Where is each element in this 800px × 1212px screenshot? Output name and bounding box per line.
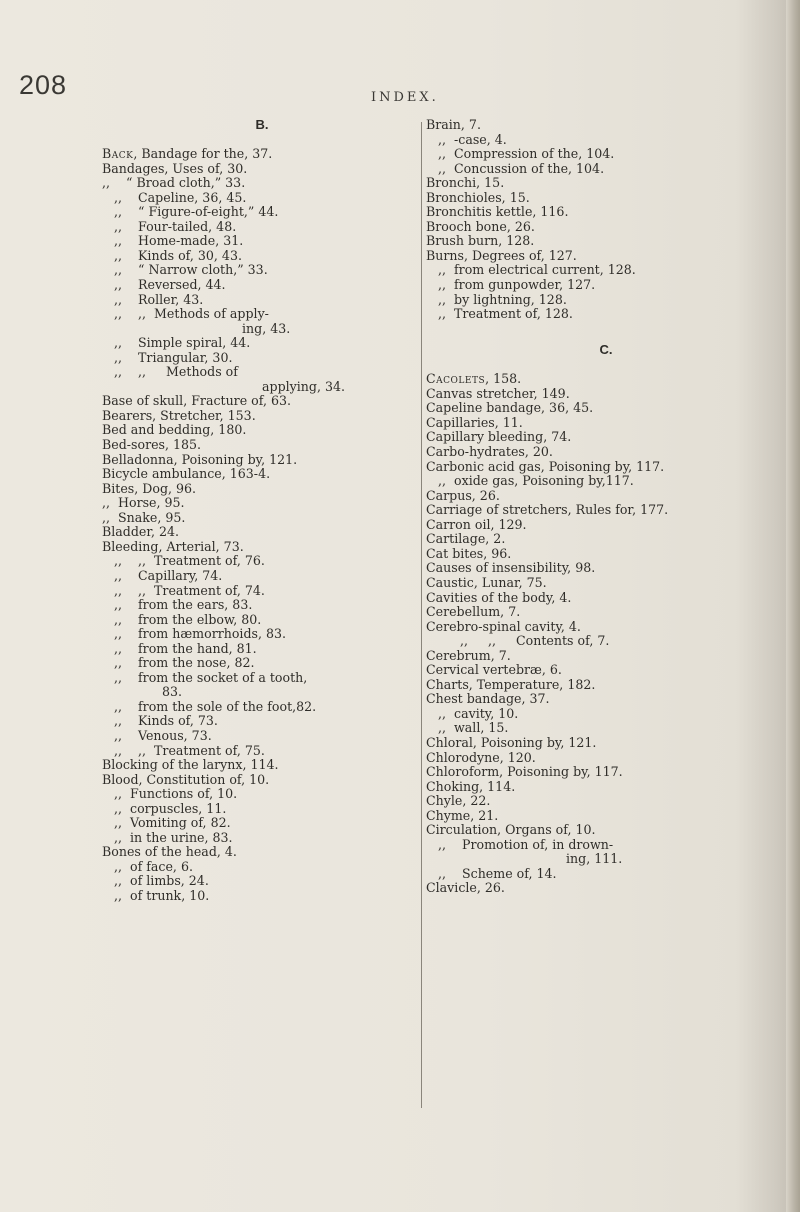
index-entry: ,, ,, Methods of: [114, 364, 238, 380]
index-entry: [102, 147, 422, 162]
index-entry: Belladonna, Poisoning by, 121.: [102, 451, 298, 467]
index-entry: applying, 34.: [262, 378, 346, 394]
index-entry: Bandages, Uses of, 30.: [102, 160, 248, 176]
index-entry: ,, “ Broad cloth,” 33.: [102, 175, 246, 191]
index-entry: Carriage of stretchers, Rules for, 177.: [426, 502, 669, 518]
index-entry: ,, from hæmorrhoids, 83.: [114, 626, 287, 642]
index-entry: ,, from the nose, 82.: [114, 655, 255, 671]
index-entry: Carron oil, 129.: [426, 516, 527, 532]
index-entry: ,, “ Figure-of-eight,” 44.: [114, 204, 279, 220]
index-entry: ,, from the elbow, 80.: [114, 611, 262, 627]
index-entry: Bleeding, Arterial, 73.: [102, 538, 244, 554]
index-entry: ,, from the sole of the foot,82.: [114, 698, 317, 714]
index-entry: Carpus, 26.: [426, 487, 500, 503]
index-entry: Cerebellum, 7.: [426, 604, 521, 620]
index-entry: Capillary bleeding, 74.: [426, 429, 572, 445]
index-entry: ,, Functions of, 10.: [114, 786, 238, 802]
running-head: INDEX.: [371, 90, 439, 105]
index-entry: ,, Promotion of, in drown-: [438, 836, 614, 852]
index-entry: ,, cavity, 10.: [438, 705, 519, 721]
index-entry: ,, ,, Treatment of, 76.: [114, 553, 265, 569]
index-entry: ,, Snake, 95.: [102, 509, 186, 525]
index-entry: ,, Reversed, 44.: [114, 277, 226, 293]
index-entry: ,, ,, Treatment of, 75.: [114, 742, 265, 758]
index-entry: Chlorodyne, 120.: [426, 749, 536, 765]
index-entry: Choking, 114.: [426, 778, 516, 794]
index-entry: ,, Triangular, 30.: [114, 349, 233, 365]
index-entry: Cartilage, 2.: [426, 531, 506, 547]
index-entry: ,, from the ears, 83.: [114, 597, 253, 613]
index-entry: ,, -case, 4.: [438, 131, 507, 147]
spacer: [426, 358, 786, 373]
index-entry: ,, Kinds of, 73.: [114, 713, 218, 729]
index-entry: Capillaries, 11.: [426, 414, 523, 430]
index-entry: ,, corpuscles, 11.: [114, 800, 227, 816]
spacer: [102, 133, 422, 148]
index-entry: ,, Roller, 43.: [114, 291, 204, 307]
index-entry: Charts, Temperature, 182.: [426, 676, 596, 692]
index-entry: Bed-sores, 185.: [102, 437, 202, 453]
index-entry: Bites, Dog, 96.: [102, 480, 197, 496]
index-entry: Cat bites, 96.: [426, 545, 512, 561]
index-entry: Base of skull, Fracture of, 63.: [102, 393, 291, 409]
index-entry: ,, of trunk, 10.: [114, 887, 210, 903]
index-entry: Blood, Constitution of, 10.: [102, 771, 270, 787]
index-entry: Bladder, 24.: [102, 524, 180, 540]
section-letter: B.: [255, 117, 269, 132]
index-entry: 83.: [162, 684, 183, 700]
index-entry: Canvas stretcher, 149.: [426, 385, 570, 401]
index-entry: ,, in the urine, 83.: [114, 829, 233, 845]
index-entry: ,, oxide gas, Poisoning by,117.: [438, 473, 634, 489]
entry-lead-word: Back: [102, 146, 134, 162]
index-entry: ,, Compression of the, 104.: [438, 146, 615, 162]
index-entry: ,, from electrical current, 128.: [438, 262, 636, 278]
spacer: [426, 322, 786, 337]
entry-rest: , Bandage for the, 37.: [133, 146, 273, 162]
index-entry: ,, Kinds of, 30, 43.: [114, 247, 242, 263]
index-entry: ,, Home-made, 31.: [114, 233, 244, 249]
index-entry: Brooch bone, 26.: [426, 218, 535, 234]
index-entry: ,, ,, Methods of apply-: [114, 306, 269, 322]
index-entry: Brain, 7.: [426, 117, 481, 132]
index-entry: ,, by lightning, 128.: [438, 291, 567, 307]
index-entry: Causes of insensibility, 98.: [426, 560, 596, 576]
section-letter: C.: [599, 342, 613, 358]
index-entry: Caustic, Lunar, 75.: [426, 574, 547, 590]
index-entry: Chest bandage, 37.: [426, 691, 550, 707]
index-entry: Brush burn, 128.: [426, 233, 535, 249]
index-entry: Cervical vertebræ, 6.: [426, 662, 562, 678]
entry-rest: , 158.: [485, 371, 522, 387]
index-column-right: [426, 118, 786, 896]
index-entry: Cavities of the body, 4.: [426, 589, 572, 605]
index-entry: Bicycle ambulance, 163-4.: [102, 466, 271, 482]
index-entry: Bones of the head, 4.: [102, 844, 237, 860]
index-entry: ,, wall, 15.: [438, 720, 509, 736]
index-entry: ing, 111.: [566, 851, 623, 867]
page-number: 208: [19, 70, 68, 100]
index-entry: ,, Four-tailed, 48.: [114, 218, 237, 234]
index-entry: Circulation, Organs of, 10.: [426, 822, 596, 838]
index-entry: Bearers, Stretcher, 153.: [102, 407, 256, 423]
index-entry: ,, ,, Contents of, 7.: [460, 633, 610, 649]
index-entry: Carbonic acid gas, Poisoning by, 117.: [426, 458, 665, 474]
index-entry: ,, Horse, 95.: [102, 495, 185, 511]
index-entry: ,, Venous, 73.: [114, 727, 212, 743]
index-entry: Cerebro-spinal cavity, 4.: [426, 618, 581, 634]
index-entry: [426, 372, 786, 387]
index-entry: Bronchi, 15.: [426, 175, 505, 191]
index-entry: Bronchitis kettle, 116.: [426, 204, 569, 220]
index-entry: Capeline bandage, 36, 45.: [426, 400, 594, 416]
index-entry: Chyle, 22.: [426, 793, 491, 809]
index-entry: ,, Concussion of the, 104.: [438, 160, 605, 176]
index-entry: Cerebrum, 7.: [426, 647, 511, 663]
index-entry: ,, of limbs, 24.: [114, 873, 209, 889]
entry-lead-word: Cacolets: [426, 371, 486, 387]
index-entry: ,, from the hand, 81.: [114, 640, 257, 656]
index-entry: Bed and bedding, 180.: [102, 422, 247, 438]
index-entry: ,, ,, Treatment of, 74.: [114, 582, 265, 598]
index-entry: ,, “ Narrow cloth,” 33.: [114, 262, 268, 278]
index-entry: Carbo-hydrates, 20.: [426, 444, 553, 460]
index-entry: Blocking of the larynx, 114.: [102, 757, 279, 773]
index-entry: Chloral, Poisoning by, 121.: [426, 734, 597, 750]
index-entry: ,, Simple spiral, 44.: [114, 335, 251, 351]
index-entry: ,, of face, 6.: [114, 858, 193, 874]
index-entry: Chyme, 21.: [426, 807, 499, 823]
index-entry: ,, Scheme of, 14.: [438, 865, 557, 881]
index-entry: Burns, Degrees of, 127.: [426, 247, 577, 263]
index-entry: ,, from gunpowder, 127.: [438, 277, 596, 293]
index-entry: ,, Capillary, 74.: [114, 567, 223, 583]
index-entry: ,, Vomiting of, 82.: [114, 815, 231, 831]
index-entry: Bronchioles, 15.: [426, 189, 530, 205]
page-edge-shadow: [786, 0, 800, 1212]
index-entry: ,, from the socket of a tooth,: [114, 669, 308, 685]
index-entry: Clavicle, 26.: [426, 880, 505, 896]
index-entry: ,, Capeline, 36, 45.: [114, 189, 247, 205]
index-entry: ing, 43.: [242, 320, 291, 336]
index-entry: Chloroform, Poisoning by, 117.: [426, 764, 623, 780]
index-entry: ,, Treatment of, 128.: [438, 306, 573, 322]
index-column-left: [102, 118, 422, 904]
